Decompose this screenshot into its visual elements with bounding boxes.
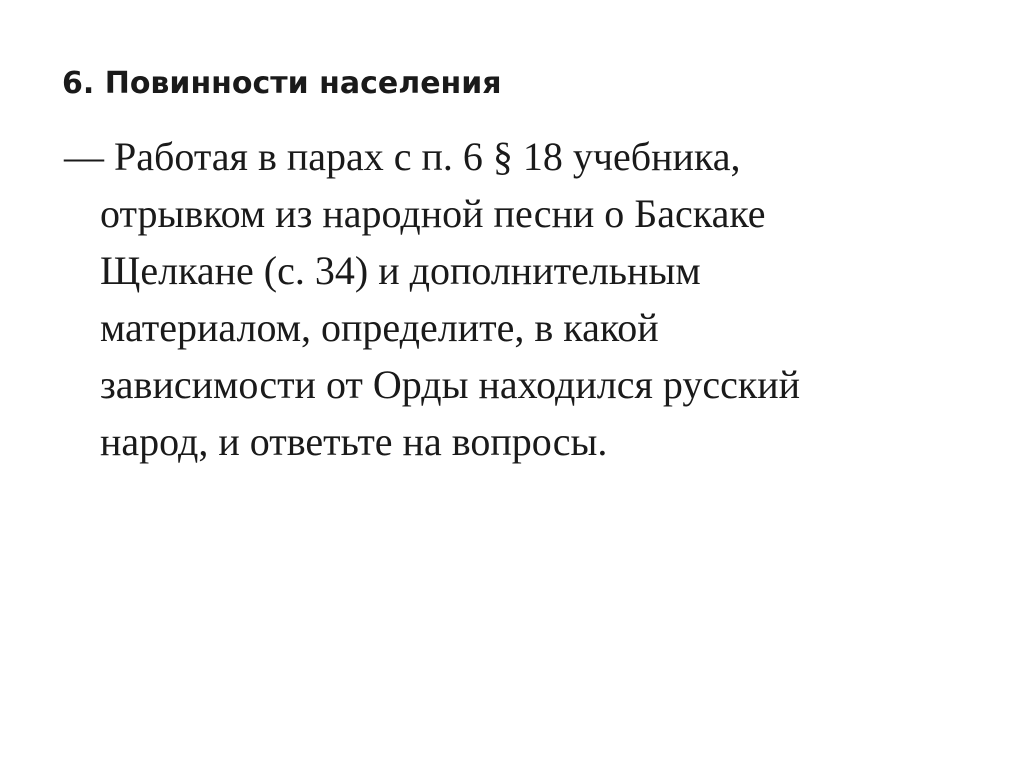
- slide-body: [64, 128, 964, 470]
- body-line: зависимости от Орды находился русский: [100, 362, 801, 407]
- body-line: материалом, определите, в какой: [100, 305, 659, 350]
- body-line: — Работая в парах с п. 6 § 18 учебника,: [64, 134, 741, 179]
- body-line: Щелкане (с. 34) и дополнительным: [100, 248, 701, 293]
- body-line: отрывком из народной песни о Баскаке: [100, 191, 766, 236]
- body-line: народ, и ответьте на вопросы.: [100, 419, 608, 464]
- slide-title: 6. Повинности населения: [62, 66, 502, 101]
